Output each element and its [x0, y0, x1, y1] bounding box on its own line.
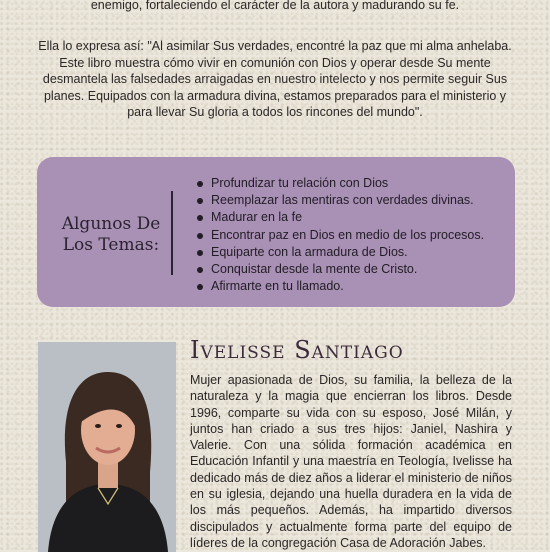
- theme-item: Afirmarte en tu llamado.: [197, 278, 484, 295]
- theme-item: Equiparte con la armadura de Dios.: [197, 244, 484, 261]
- intro-top-line: enemigo, fortaleciendo el carácter de la autora y madurando su fe.: [90, 0, 460, 12]
- themes-title-line1: Algunos De: [61, 214, 161, 234]
- author-bio: Mujer apasionada de Dios, su familia, la belleza de la naturaleza y la magia que encierran los libros. Desde 1996, comparte su vida con su esposo, José Milán, y juntos han criado a sus tres hijos: Janiel, Nashira y Valerie. Con una sólida formación académica en Educación Infantil y una maestría en Teología, Ivelisse ha dedicado más de diez años a liderar el ministerio de niños en su iglesia, dejando una huella duradera en la vida de los más pequeños. Además, ha impartido diversos discipulados y actualmente forma parte del equipo de líderes de la congregación Casa de Adoración Jabes.: [190, 373, 512, 550]
- theme-item: Encontrar paz en Dios en medio de los procesos.: [197, 227, 484, 244]
- theme-item: Madurar en la fe: [197, 209, 484, 226]
- themes-panel: [37, 157, 515, 307]
- intro-quote: Ella lo expresa así: "Al asimilar Sus verdades, encontré la paz que mi alma anhelaba. Este libro muestra cómo vivir en comunión con Dios y operar desde Su mente desmantela las falsedades arraigadas en nuestro intelecto y nos permite seguir Sus planes. Equipados con la armadura divina, estamos preparados para el ministerio y para llevar Su gloria a todos los rincones del mundo".: [38, 39, 512, 119]
- theme-item: Profundizar tu relación con Dios: [197, 175, 484, 192]
- themes-title: [51, 214, 171, 256]
- author-name: Ivelisse Santiago: [190, 336, 404, 364]
- themes-list: [197, 175, 484, 295]
- author-photo: [38, 342, 176, 552]
- author-portrait-illustration: [38, 342, 176, 552]
- theme-item: Conquistar desde la mente de Cristo.: [197, 261, 484, 278]
- themes-divider: [171, 191, 173, 275]
- themes-title-line2: Los Temas:: [62, 235, 160, 255]
- theme-item: Reemplazar las mentiras con verdades divinas.: [197, 192, 484, 209]
